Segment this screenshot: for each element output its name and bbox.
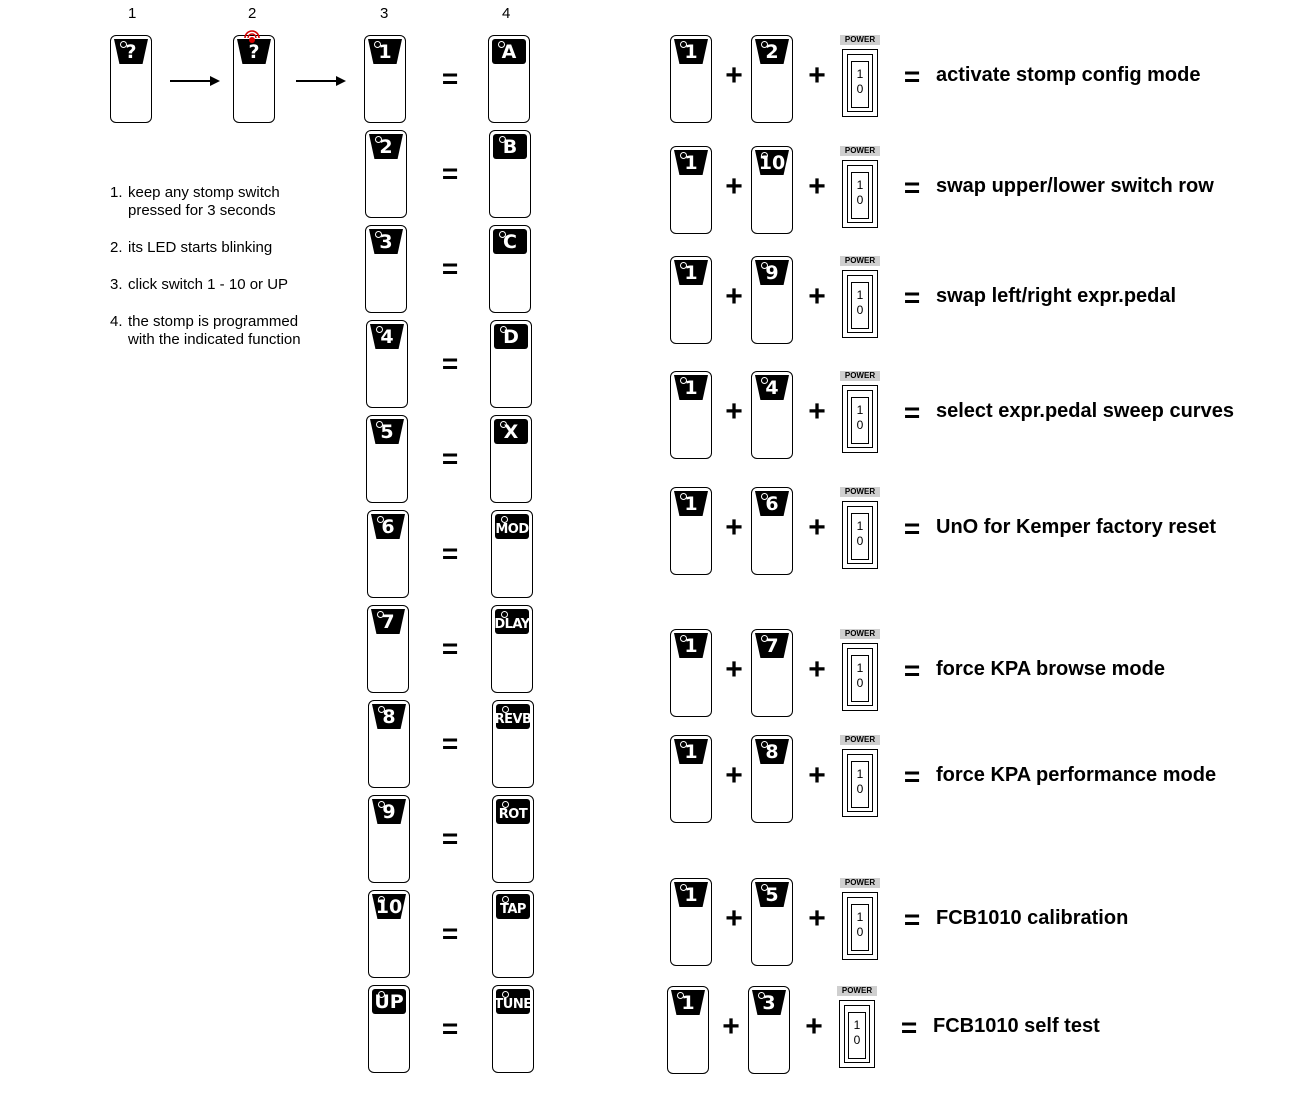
mapping-switch-3 (365, 225, 407, 313)
power-off-mark: 0 (856, 925, 864, 939)
equals-sign: = (900, 1012, 918, 1043)
equals-sign: = (441, 63, 459, 94)
mapping-switch-10 (368, 890, 410, 978)
power-off-mark: 0 (856, 782, 864, 796)
power-on-mark: 1 (856, 288, 864, 302)
switch-label: 1 (684, 152, 698, 174)
power-switch-rocker (851, 513, 869, 560)
instruction-text: the stomp is programmed (128, 313, 299, 330)
switch-label: 8 (765, 741, 779, 763)
power-switch-icon (840, 878, 880, 962)
power-switch-icon (840, 487, 880, 571)
function-switch-mod (491, 510, 533, 598)
equals-sign: = (903, 904, 921, 935)
switch-label: 1 (684, 41, 698, 63)
power-switch-frame (842, 501, 878, 569)
power-switch-inner (847, 390, 873, 448)
switch-label: 1 (684, 377, 698, 399)
power-off-mark: 0 (856, 193, 864, 207)
combo-switch-b (751, 371, 793, 459)
power-off-mark: 0 (856, 534, 864, 548)
equals-sign: = (903, 655, 921, 686)
function-switch-c (489, 225, 531, 313)
mapping-switch-8 (368, 700, 410, 788)
instruction-number: 1. (110, 184, 123, 201)
function-switch-rot (492, 795, 534, 883)
equals-sign: = (441, 918, 459, 949)
equals-sign: = (441, 538, 459, 569)
plus-sign: + (808, 395, 826, 428)
power-switch-rocker (848, 1012, 866, 1059)
switch-label: 1 (684, 884, 698, 906)
power-switch-frame (842, 749, 878, 817)
power-switch-rocker (851, 61, 869, 108)
power-switch-icon (840, 629, 880, 713)
equals-sign: = (903, 761, 921, 792)
power-switch-frame (842, 385, 878, 453)
power-label: POWER (840, 735, 880, 745)
combo-switch-a (670, 371, 712, 459)
mapping-switch-5 (366, 415, 408, 503)
switch-label: 1 (681, 992, 695, 1014)
combo-switch-b (748, 986, 790, 1074)
power-label: POWER (840, 35, 880, 45)
combo-description: select expr.pedal sweep curves (936, 400, 1234, 422)
switch-label: 9 (382, 801, 396, 823)
instruction-text-cont: with the indicated function (128, 331, 301, 348)
switch-label: X (503, 421, 519, 443)
function-switch-revb (492, 700, 534, 788)
power-on-mark: 1 (853, 1018, 861, 1032)
instruction-1 (110, 184, 350, 220)
switch-label: UP (374, 991, 404, 1013)
power-switch-icon (840, 256, 880, 340)
function-switch-d (490, 320, 532, 408)
mapping-switch-4 (366, 320, 408, 408)
plus-sign: + (725, 280, 743, 313)
switch-label: 1 (378, 41, 392, 63)
combo-switch-a (670, 735, 712, 823)
switch-label: 10 (758, 152, 786, 174)
combo-switch-b (751, 487, 793, 575)
power-switch-rocker (851, 761, 869, 808)
function-switch-x (490, 415, 532, 503)
plus-sign: + (808, 170, 826, 203)
combo-switch-a (670, 878, 712, 966)
instruction-text: keep any stomp switch (128, 184, 280, 201)
instruction-text-cont: pressed for 3 seconds (128, 202, 276, 219)
instruction-number: 4. (110, 313, 123, 330)
plus-sign: + (725, 902, 743, 935)
power-off-mark: 0 (853, 1033, 861, 1047)
switch-label: TUNE (494, 997, 532, 1012)
power-on-mark: 1 (856, 403, 864, 417)
combo-switch-b (751, 256, 793, 344)
combo-switch-a (670, 629, 712, 717)
switch-label: 10 (375, 896, 403, 918)
combo-description: swap upper/lower switch row (936, 175, 1214, 197)
combo-description: FCB1010 self test (933, 1015, 1100, 1037)
switch-label: DLAY (494, 617, 530, 632)
mapping-switch-7 (367, 605, 409, 693)
switch-label: 7 (381, 611, 395, 633)
combo-description: UnO for Kemper factory reset (936, 516, 1217, 538)
power-label: POWER (840, 371, 880, 381)
instruction-number: 2. (110, 239, 123, 256)
function-switch-dlay (491, 605, 533, 693)
switch-label: C (503, 231, 517, 253)
switch-label: 1 (684, 635, 698, 657)
combo-switch-a (670, 256, 712, 344)
switch-label: 2 (379, 136, 393, 158)
power-switch-inner (847, 275, 873, 333)
combo-switch-b (751, 146, 793, 234)
switch-label: B (502, 136, 518, 158)
equals-sign: = (441, 443, 459, 474)
switch-label: 1 (684, 493, 698, 515)
switch-label: 5 (765, 884, 779, 906)
switch-label: 5 (380, 421, 394, 443)
power-switch-inner (844, 1005, 870, 1063)
switch-label: 1 (684, 741, 698, 763)
power-switch-frame (842, 160, 878, 228)
instruction-3 (110, 276, 350, 294)
combo-switch-b (751, 629, 793, 717)
combo-switch-a (667, 986, 709, 1074)
plus-sign: + (808, 759, 826, 792)
plus-sign: + (808, 280, 826, 313)
switch-label: 9 (765, 262, 779, 284)
instruction-2 (110, 239, 350, 257)
mapping-switch-2 (365, 130, 407, 218)
combo-switch-b (751, 735, 793, 823)
plus-sign: + (808, 653, 826, 686)
plus-sign: + (805, 1010, 823, 1043)
power-switch-inner (847, 54, 873, 112)
combo-description: FCB1010 calibration (936, 907, 1129, 929)
switch-label: A (501, 41, 517, 63)
equals-sign: = (903, 513, 921, 544)
power-on-mark: 1 (856, 519, 864, 533)
equals-sign: = (441, 253, 459, 284)
equals-sign: = (903, 172, 921, 203)
function-switch-b (489, 130, 531, 218)
power-switch-icon (840, 735, 880, 819)
mapping-switch-UP (368, 985, 410, 1073)
power-switch-inner (847, 754, 873, 812)
function-switch-tune (492, 985, 534, 1073)
switch-label: REVB (494, 712, 532, 727)
plus-sign: + (808, 59, 826, 92)
instruction-text: click switch 1 - 10 or UP (128, 276, 289, 293)
power-switch-inner (847, 648, 873, 706)
power-switch-rocker (851, 904, 869, 951)
power-switch-rocker (851, 655, 869, 702)
power-off-mark: 0 (856, 418, 864, 432)
power-switch-inner (847, 506, 873, 564)
procedure-switch-pressed (110, 35, 152, 123)
step-header-3: 3 (380, 5, 389, 22)
plus-sign: + (808, 511, 826, 544)
switch-label: ? (125, 41, 137, 63)
power-switch-frame (842, 643, 878, 711)
instruction-4 (110, 313, 350, 349)
step-header-4: 4 (502, 5, 511, 22)
power-switch-inner (847, 165, 873, 223)
procedure-switch-blinking (233, 35, 275, 123)
power-switch-frame (842, 892, 878, 960)
combo-switch-b (751, 878, 793, 966)
equals-sign: = (903, 61, 921, 92)
combo-description: force KPA performance mode (936, 764, 1217, 786)
function-switch-tap (492, 890, 534, 978)
instruction-text: its LED starts blinking (128, 239, 273, 256)
plus-sign: + (725, 759, 743, 792)
power-on-mark: 1 (856, 67, 864, 81)
instruction-number: 3. (110, 276, 123, 293)
arrow-right-icon (296, 74, 346, 88)
arrow-right-icon (170, 74, 220, 88)
switch-label: 3 (762, 992, 776, 1014)
power-on-mark: 1 (856, 767, 864, 781)
switch-label: 8 (382, 706, 396, 728)
step-header-1: 1 (128, 5, 137, 22)
power-on-mark: 1 (856, 661, 864, 675)
combo-switch-b (751, 35, 793, 123)
power-switch-frame (839, 1000, 875, 1068)
power-switch-icon (837, 986, 877, 1070)
equals-sign: = (903, 397, 921, 428)
mapping-switch-6 (367, 510, 409, 598)
combo-description: force KPA browse mode (936, 658, 1165, 680)
power-switch-icon (840, 146, 880, 230)
function-switch-a (488, 35, 530, 123)
switch-label: 2 (765, 41, 779, 63)
mapping-switch-1 (364, 35, 406, 123)
power-switch-rocker (851, 172, 869, 219)
plus-sign: + (725, 170, 743, 203)
switch-label: MOD (495, 522, 529, 537)
switch-label: 7 (765, 635, 779, 657)
switch-label: ? (248, 41, 260, 63)
combo-switch-a (670, 35, 712, 123)
switch-label: TAP (500, 902, 526, 917)
plus-sign: + (722, 1010, 740, 1043)
power-off-mark: 0 (856, 82, 864, 96)
power-on-mark: 1 (856, 178, 864, 192)
switch-label: 4 (765, 377, 779, 399)
switch-label: 6 (765, 493, 779, 515)
mapping-switch-9 (368, 795, 410, 883)
switch-label: 6 (381, 516, 395, 538)
power-label: POWER (837, 986, 877, 996)
equals-sign: = (441, 158, 459, 189)
combo-description: swap left/right expr.pedal (936, 285, 1177, 307)
switch-label: ROT (498, 807, 528, 822)
plus-sign: + (725, 653, 743, 686)
power-switch-rocker (851, 397, 869, 444)
power-switch-rocker (851, 282, 869, 329)
power-off-mark: 0 (856, 676, 864, 690)
power-switch-frame (842, 270, 878, 338)
plus-sign: + (725, 59, 743, 92)
equals-sign: = (903, 282, 921, 313)
switch-label: D (503, 326, 519, 348)
switch-label: 3 (379, 231, 393, 253)
power-label: POWER (840, 878, 880, 888)
power-off-mark: 0 (856, 303, 864, 317)
step-header-2: 2 (248, 5, 257, 22)
power-switch-icon (840, 371, 880, 455)
power-label: POWER (840, 629, 880, 639)
power-label: POWER (840, 256, 880, 266)
combo-switch-a (670, 487, 712, 575)
equals-sign: = (441, 1013, 459, 1044)
switch-label: 1 (684, 262, 698, 284)
equals-sign: = (441, 348, 459, 379)
power-switch-inner (847, 897, 873, 955)
equals-sign: = (441, 633, 459, 664)
power-switch-frame (842, 49, 878, 117)
switch-label: 4 (380, 326, 394, 348)
power-on-mark: 1 (856, 910, 864, 924)
equals-sign: = (441, 728, 459, 759)
plus-sign: + (808, 902, 826, 935)
combo-switch-a (670, 146, 712, 234)
plus-sign: + (725, 395, 743, 428)
plus-sign: + (725, 511, 743, 544)
equals-sign: = (441, 823, 459, 854)
combo-description: activate stomp config mode (936, 64, 1201, 86)
power-label: POWER (840, 146, 880, 156)
power-label: POWER (840, 487, 880, 497)
power-switch-icon (840, 35, 880, 119)
